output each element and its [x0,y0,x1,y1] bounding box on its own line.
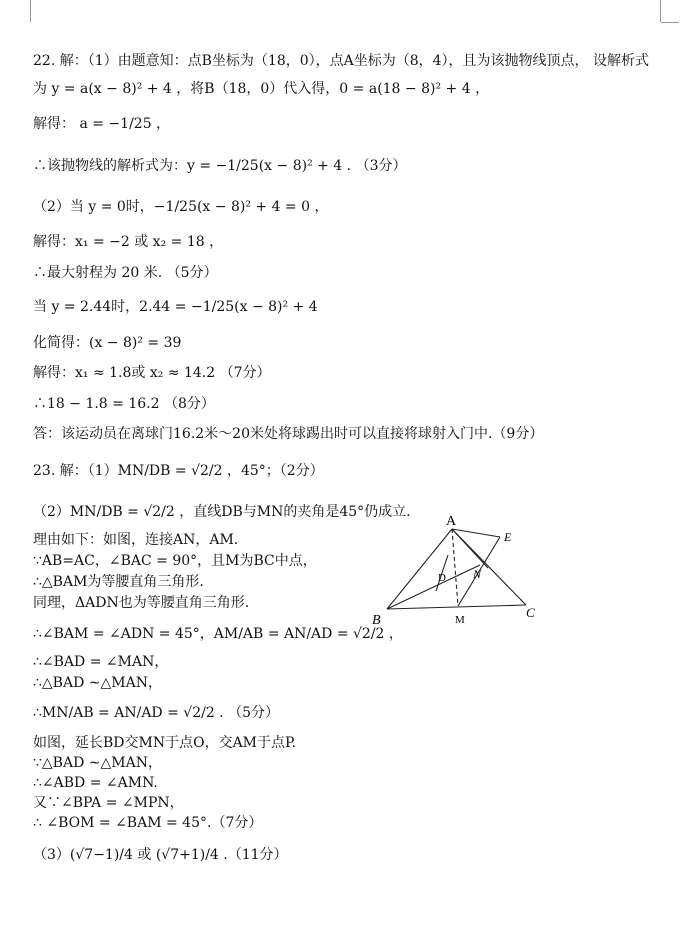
crop-mark-top-right-horizontal [661,22,679,23]
text-line-7: ∴最大射程为 20 米. （5分） [33,265,218,281]
text-line-22: ∴MN/AB = AN/AD = √2/2 . （5分） [33,705,279,721]
text-line-19: ∴∠BAM = ∠ADN = 45°，AM/AB = AN/AD = √2/2 ， [33,626,403,642]
label-a: A [446,514,457,529]
text-line-16: ∵AB=AC，∠BAC = 90°，且M为BC中点， [33,553,317,569]
text-line-27: ∴ ∠BOM = ∠BAM = 45°.（7分） [33,815,263,831]
text-line-5: （2）当 y = 0时，−1/25(x − 8)² + 4 = 0 ， [33,199,329,215]
text-line-21: ∴△BAD ∼△MAN， [33,675,162,691]
geometry-figure [360,505,550,630]
text-line-3: 解得： a = −1/25 ， [33,116,171,132]
segment-bd [387,565,480,609]
label-b: B [372,613,381,628]
label-m: M [455,614,465,626]
text-line-11: ∴18 − 1.8 = 16.2 （8分） [33,396,215,412]
text-line-1: 22. 解：（1）由题意知：点B坐标为（18，0），点A坐标为（8，4），且为该抛物线顶点， 设解析式 [33,53,650,69]
text-line-23: 如图，延长BD交MN于点O，交AM于点P. [33,735,297,751]
label-d: D [438,572,446,584]
label-c: C [526,605,535,620]
label-n: N [473,567,482,581]
crop-mark-top-left [30,0,31,22]
segment-ab [387,529,452,609]
text-line-9: 化简得：(x − 8)² = 39 [33,335,182,351]
text-line-10: 解得：x₁ ≈ 1.8或 x₂ ≈ 14.2 （7分） [33,365,271,381]
text-line-20: ∴∠BAD = ∠MAN， [33,654,169,670]
text-line-24: ∵△BAD ∼△MAN， [33,755,162,771]
text-line-4: ∴该抛物线的解析式为：y = −1/25(x − 8)² + 4 . （3分） [33,158,407,174]
text-line-28: （3）(√7−1)/4 或 (√7+1)/4 .（11分） [33,847,288,863]
text-line-26: 又∵∠BPA = ∠MPN， [33,795,184,811]
text-line-2: 为 y = a(x − 8)² + 4 ，将B（18，0）代入得，0 = a(18 − 8)² + 4 ， [33,81,490,97]
text-line-13: 23. 解：（1）MN/DB = √2/2 ，45°；（2分） [33,463,324,479]
text-line-8: 当 y = 2.44时，2.44 = −1/25(x − 8)² + 4 [33,299,318,315]
segment-bc [387,605,526,609]
label-e: E [504,530,512,544]
text-line-14: （2）MN/DB = √2/2 ，直线DB与MN的夹角是45°仍成立. [33,504,411,520]
text-line-15: 理由如下：如图，连接AN，AM. [33,532,239,548]
text-line-18: 同理，ΔADN也为等腰直角三角形. [33,595,250,611]
segment-am-dashed [452,529,458,606]
crop-mark-top-right [660,0,661,22]
text-line-25: ∴∠ABD = ∠AMN. [33,775,158,791]
segment-an [452,529,488,568]
text-line-6: 解得：x₁ = −2 或 x₂ = 18 ， [33,234,224,250]
text-line-12: 答：该运动员在离球门16.2米～20米处将球踢出时可以直接将球射入门中.（9分） [33,426,544,442]
text-line-17: ∴△BAM为等腰直角三角形. [33,574,204,590]
